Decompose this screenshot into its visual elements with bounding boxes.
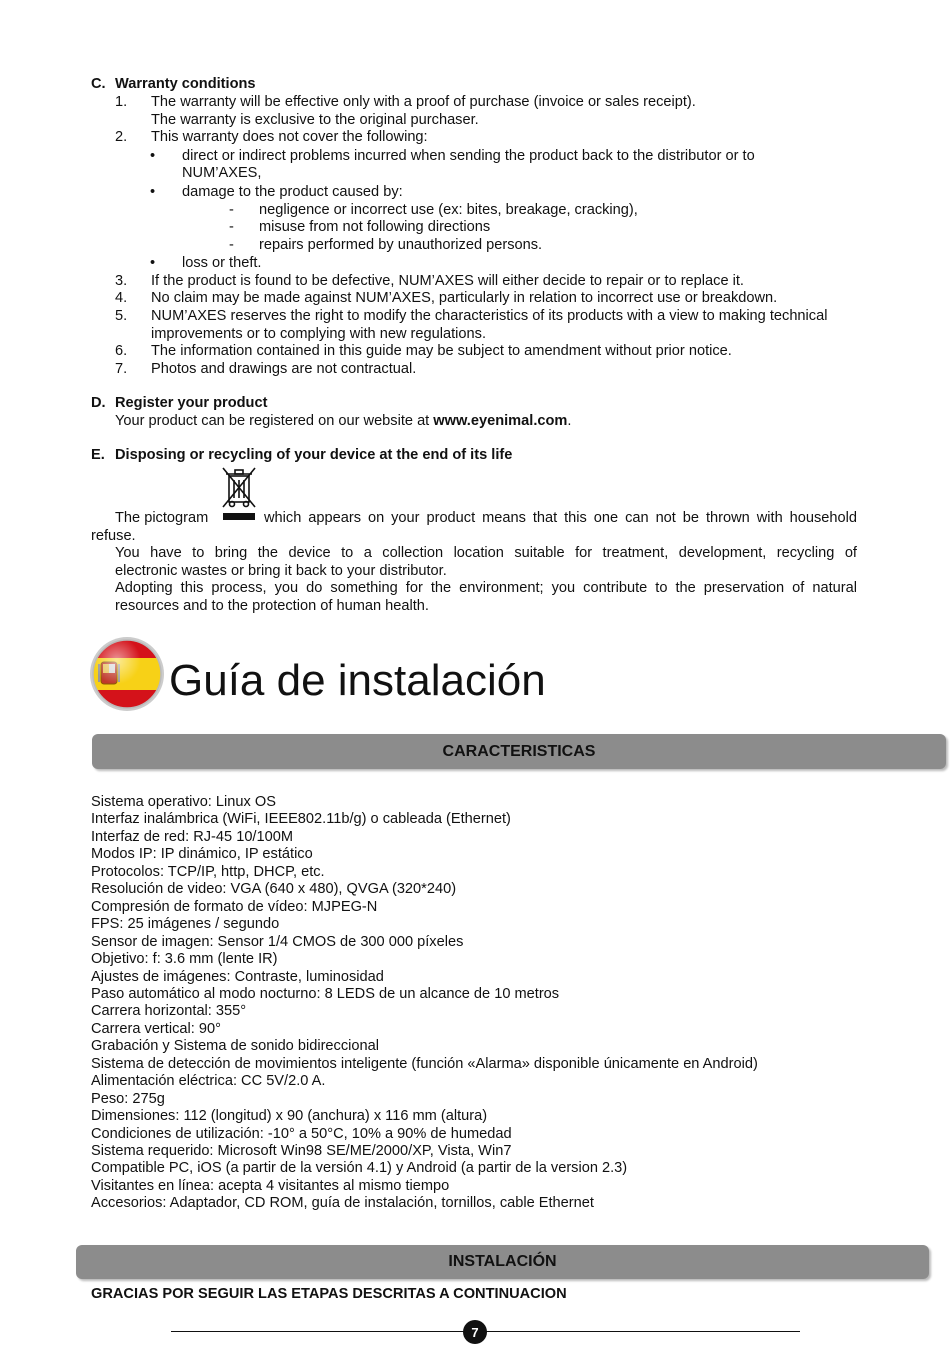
pictogram-text-b: which appears on your product means that this one can not be thrown with household [264,510,857,526]
item-num: 4. [115,290,128,306]
website-link[interactable]: www.eyenimal.com [433,413,568,429]
list-item: The warranty is exclusive to the original purchaser. [151,112,479,128]
feature-item: Visitantes en línea: acepta 4 visitantes al mismo tiempo [91,1177,450,1194]
guide-title: Guía de instalación [169,656,546,705]
feature-item: Interfaz de red: RJ-45 10/100M [91,828,293,845]
register-heading-letter: D. [91,395,106,411]
feature-item: Dimensiones: 112 (longitud) x 90 (anchura) x 116 mm (altura) [91,1108,488,1125]
list-item: negligence or incorrect use (ex: bites, breakage, cracking), [259,202,638,218]
feature-item: Objetivo: f: 3.6 mm (lente IR) [91,951,278,968]
feature-item: Compatible PC, iOS (a partir de la versión 4.1) y Android (a partir de la version 2.3) [91,1160,628,1177]
feature-item: Sistema de detección de movimientos inteligente (función «Alarma» disponible únicamente en Android) [91,1055,758,1072]
register-text-before: Your product can be registered on our website at [115,413,434,429]
list-item: NUM’AXES reserves the right to modify the characteristics of its products with a view to making technical [151,308,828,324]
disposal-paragraph-3-line2: resources and to the protection of human health. [115,598,429,614]
feature-item: Carrera vertical: 90° [91,1020,221,1037]
warranty-heading: Warranty conditions [115,76,256,92]
dash: - [229,219,234,235]
disposal-paragraph-3-line1: Adopting this process, you do something for the environment; you contribute to the preservation of natural [115,580,857,596]
feature-item: Accesorios: Adaptador, CD ROM, guía de instalación, tornillos, cable Ethernet [91,1195,594,1212]
feature-item: Sensor de imagen: Sensor 1/4 CMOS de 300 000 píxeles [91,933,464,950]
warranty-heading-letter: C. [91,76,106,92]
pictogram-text-end: refuse. [91,528,136,544]
disposal-heading-letter: E. [91,447,105,463]
feature-item: Resolución de video: VGA (640 x 480), QVGA (320*240) [91,881,457,898]
feature-item: Modos IP: IP dinámico, IP estático [91,846,313,863]
item-num: 6. [115,343,128,359]
page-number-badge: 7 [463,1320,487,1344]
feature-item: Paso automático al modo nocturno: 8 LEDS de un alcance de 10 metros [91,985,560,1002]
bullet: • [150,148,156,164]
list-item: Photos and drawings are not contractual. [151,361,417,377]
feature-item: Compresión de formato de vídeo: MJPEG-N [91,898,378,915]
spain-flag-icon [89,636,165,712]
item-num: 5. [115,308,128,324]
list-item: If the product is found to be defective, NUM’AXES will either decide to repair or to replace it. [151,273,744,289]
feature-item: Peso: 275g [91,1090,165,1107]
feature-item: Sistema requerido: Microsoft Win98 SE/ME/2000/XP, Vista, Win7 [91,1143,512,1159]
disposal-heading: Disposing or recycling of your device at the end of its life [115,447,513,463]
item-num: 3. [115,273,128,289]
disposal-paragraph-2-line2: electronic wastes or bring it back to your distributor. [115,563,447,579]
item-num: 1. [115,94,128,110]
feature-item: Condiciones de utilización: -10° a 50°C, 10% a 90% de humedad [91,1125,512,1142]
installation-section-bar: INSTALACIÓN [76,1245,929,1279]
disposal-paragraph-2-line1: You have to bring the device to a collection location suitable for treatment, development, recycling of [115,545,857,561]
feature-item: Interfaz inalámbrica (WiFi, IEEE802.11b/g) o cableada (Ethernet) [91,811,511,828]
feature-item: Carrera horizontal: 355° [91,1003,247,1020]
dash: - [229,202,234,218]
register-heading: Register your product [115,395,268,411]
item-num: 7. [115,361,128,377]
bullet: • [150,184,156,200]
list-item: damage to the product caused by: [182,184,403,200]
list-item: misuse from not following directions [259,219,491,235]
list-item: NUM’AXES, [182,165,262,181]
item-num: 2. [115,129,128,145]
list-item: This warranty does not cover the following: [151,129,428,145]
feature-item: Alimentación eléctrica: CC 5V/2.0 A. [91,1073,326,1090]
list-item: direct or indirect problems incurred when sending the product back to the distributor or to [182,148,755,164]
list-item: repairs performed by unauthorized persons. [259,237,543,253]
feature-item: Grabación y Sistema de sonido bidireccional [91,1038,379,1055]
feature-item: Ajustes de imágenes: Contraste, luminosidad [91,968,384,985]
feature-item: FPS: 25 imágenes / segundo [91,916,280,933]
features-section-bar: CARACTERISTICAS [92,734,946,769]
list-item: The information contained in this guide may be subject to amendment without prior notice. [151,343,732,359]
pictogram-text-a: The pictogram [115,510,209,526]
dash: - [229,237,234,253]
bullet: • [150,255,156,271]
list-item: No claim may be made against NUM’AXES, particularly in relation to incorrect use or breakdown. [151,290,778,306]
feature-item: Protocolos: TCP/IP, http, DHCP, etc. [91,863,325,880]
list-item: The warranty will be effective only with a proof of purchase (invoice or sales receipt). [151,94,696,110]
installation-subtitle: GRACIAS POR SEGUIR LAS ETAPAS DESCRITAS A CONTINUACION [91,1286,567,1302]
list-item: improvements or to complying with new regulations. [151,326,486,342]
list-item: loss or theft. [182,255,262,271]
weee-bin-icon [220,465,258,523]
register-text [115,413,571,430]
feature-item: Sistema operativo: Linux OS [91,794,276,810]
register-text-after: . [567,413,572,429]
